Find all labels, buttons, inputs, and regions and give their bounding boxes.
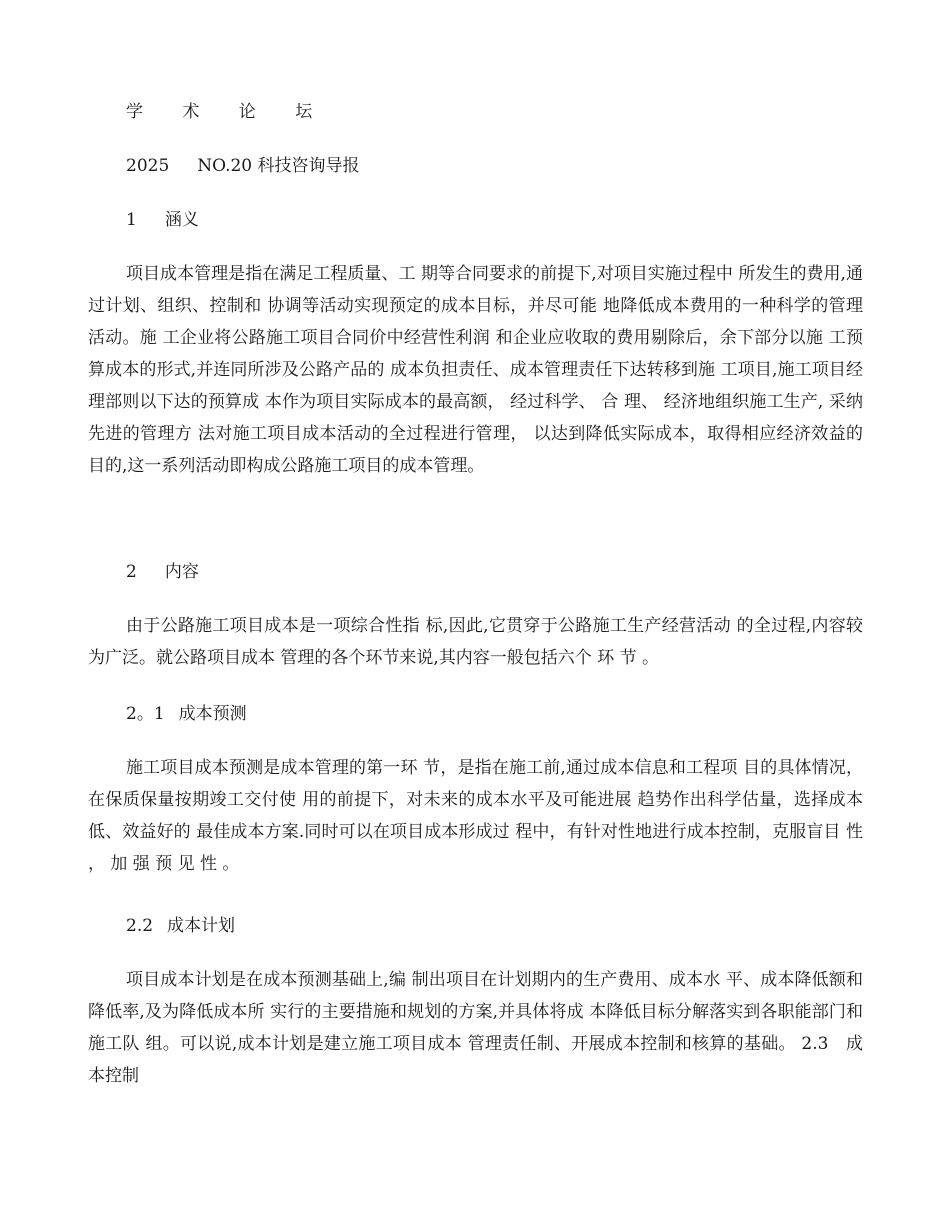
- issue-journal: NO.20 科技咨询导报: [197, 156, 360, 176]
- section-number: 2: [126, 562, 137, 582]
- section-number: 1: [126, 210, 137, 230]
- section-title: 成本预测: [178, 704, 247, 724]
- section-2-2-paragraph: 项目成本计划是在成本预测基础上,编 制出项目在计划期内的生产费用、成本水 平、成本降低额和降低率,及为降低成本所 实行的主要措施和规划的方案,并具体将成 本降低目标分解落实到各职能部门和施工队 组。可以说,成本计划是建立施工项目成本 管理责任制、开展成本控制和核算的基础。 2.3 成本控制: [88, 970, 863, 1086]
- issue-year: 2025: [126, 156, 170, 176]
- issue-line: [88, 156, 360, 176]
- section-heading-2-1: [88, 704, 247, 724]
- section-number: 2.2: [126, 916, 154, 936]
- section-heading-2: [88, 562, 199, 582]
- section-heading-1: [88, 210, 199, 230]
- section-2-1-paragraph: 施工项目成本预测是成本管理的第一环 节，是指在施工前,通过成本信息和工程项 目的具体情况，在保质保量按期竣工交付使 用的前提下，对未来的成本水平及可能进展 趋势作出科学估量，选择成本低、效益好的 最佳成本方案.同时可以在项目成本形成过 程中，有针对性地进行成本控制，克服盲目 性 ， 加 强 预 见 性 。: [88, 758, 863, 874]
- column-title: 学 术 论 坛: [126, 102, 330, 122]
- section-2-paragraph: 由于公路施工项目成本是一项综合性指 标,因此,它贯穿于公路施工生产经营活动 的全过程,内容较为广泛。就公路项目成本 管理的各个环节来说,其内容一般包括六个 环 节 。: [88, 616, 863, 668]
- section-title: 涵义: [164, 210, 199, 230]
- section-title: 内容: [164, 562, 199, 582]
- section-number: 2。1: [126, 704, 165, 724]
- section-1-paragraph: 项目成本管理是指在满足工程质量、工 期等合同要求的前提下,对项目实施过程中 所发生的费用,通过计划、组织、控制和 协调等活动实现预定的成本目标，并尽可能 地降低成本费用的一种科学的管理活动。施 工企业将公路施工项目合同价中经营性利润 和企业应收取的费用剔除后，余下部分以施 工预算成本的形式,并连同所涉及公路产品的 成本负担责任、成本管理责任下达转移到施 工项目,施工项目经理部则以下达的预算成 本作为项目实际成本的最高额， 经过科学、 合 理、 经济地组织施工生产, 采纳先进的管理方 法对施工项目成本活动的全过程进行管理， 以达到降低实际成本，取得相应经济效益的 目的,这一系列活动即构成公路施工项目的成本管理。: [88, 264, 863, 476]
- section-title: 成本计划: [167, 916, 236, 936]
- section-heading-2-2: [88, 916, 235, 936]
